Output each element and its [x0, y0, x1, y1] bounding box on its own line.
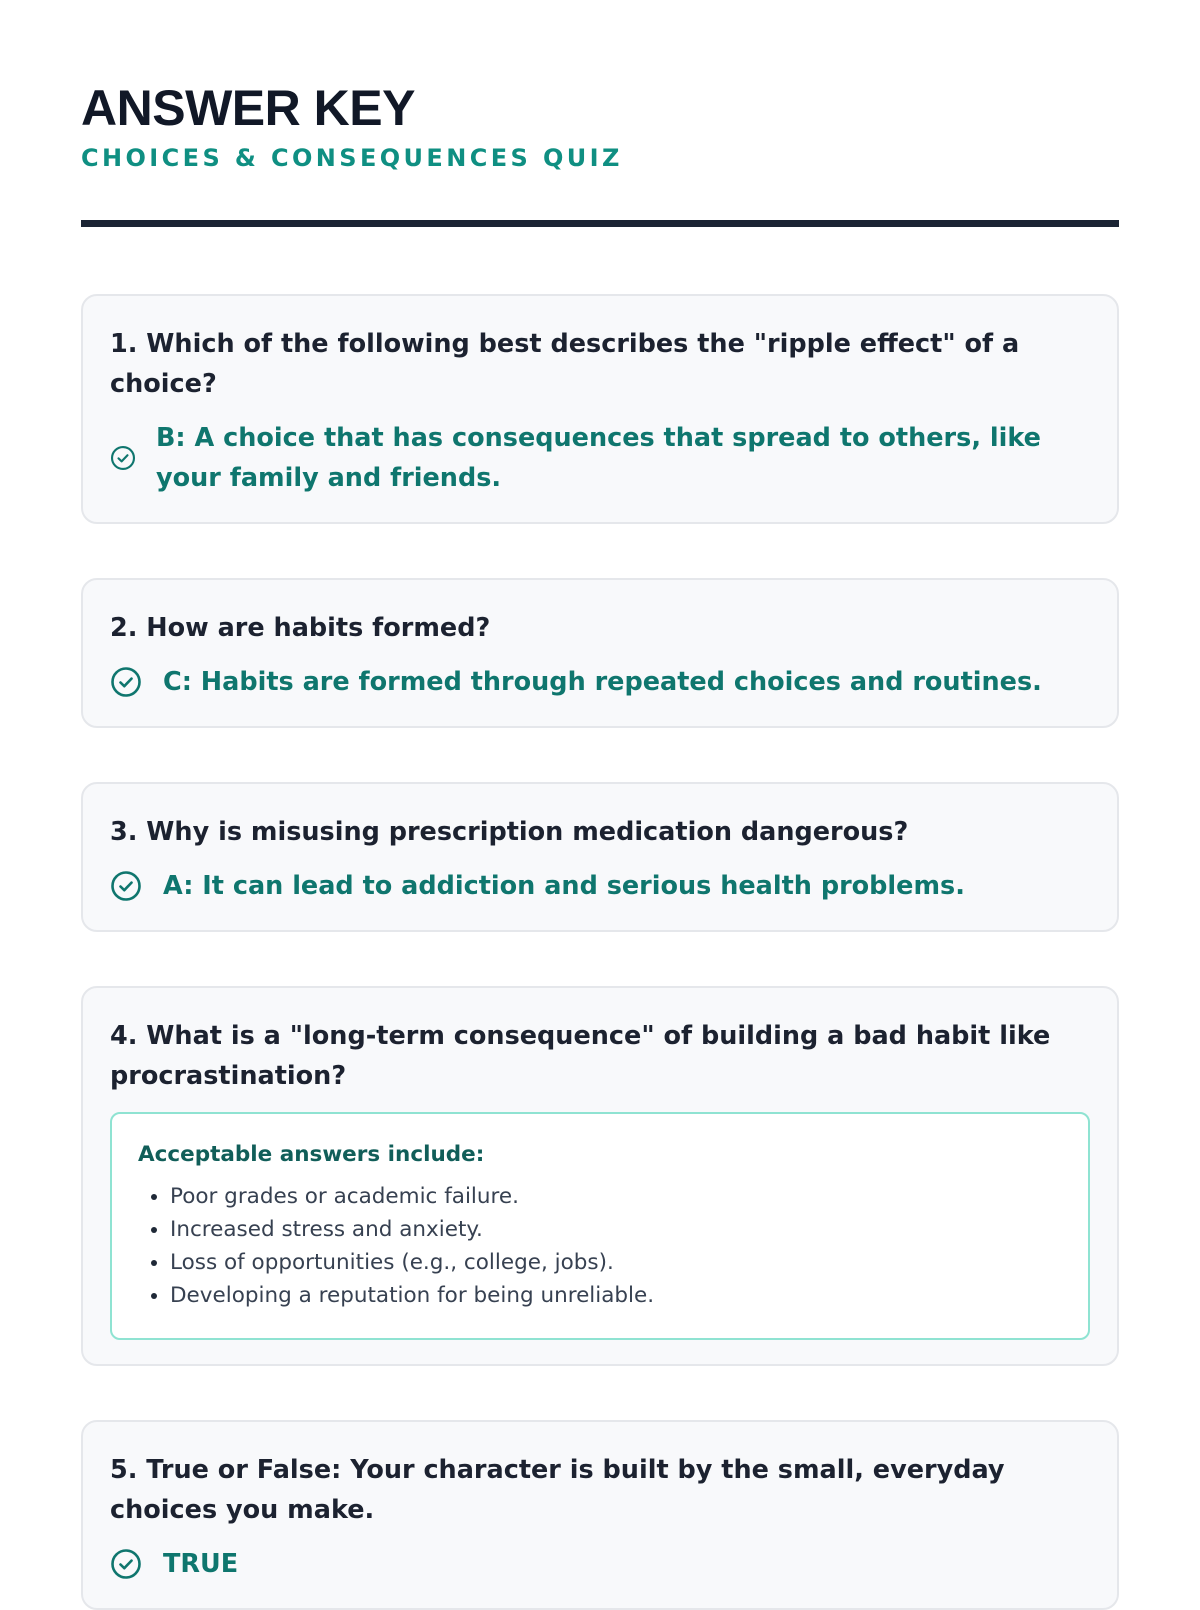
question-text: 1. Which of the following best describes the "ripple effect" of a choice? — [110, 329, 1020, 399]
question-text: 2. How are habits formed? — [110, 613, 491, 643]
check-circle-icon — [110, 1548, 142, 1580]
answer-text: B: A choice that has consequences that spread to others, like your family and friends. — [156, 423, 1041, 493]
question-list — [81, 294, 1119, 1610]
answer-row — [110, 418, 1090, 498]
answer-row — [110, 866, 1090, 906]
answer-text: TRUE — [163, 1549, 239, 1579]
list-item: • Developing a reputation for being unreliable. — [170, 1279, 1062, 1312]
question-text: 4. What is a "long-term consequence" of building a bad habit like procrastination? — [110, 1021, 1051, 1091]
question-card-5 — [81, 1420, 1119, 1610]
question-card-3 — [81, 782, 1119, 932]
answer-row — [110, 1544, 1090, 1584]
question-card-4 — [81, 986, 1119, 1366]
check-circle-icon — [110, 870, 142, 902]
list-item: • Increased stress and anxiety. — [170, 1213, 1062, 1246]
list-item: • Poor grades or academic failure. — [170, 1180, 1062, 1213]
page-title: ANSWER KEY — [81, 80, 415, 136]
list-item: • Loss of opportunities (e.g., college, jobs). — [170, 1246, 1062, 1279]
acceptable-answers-box — [110, 1112, 1090, 1340]
question-text: 5. True or False: Your character is built by the small, everyday choices you make. — [110, 1455, 1005, 1525]
check-circle-icon — [110, 445, 136, 471]
answer-text: C: Habits are formed through repeated choices and routines. — [163, 667, 1042, 697]
acceptable-answers-list — [138, 1180, 1062, 1312]
header-divider — [81, 220, 1119, 227]
answer-row — [110, 662, 1090, 702]
check-circle-icon — [110, 666, 142, 698]
answer-text: A: It can lead to addiction and serious health problems. — [163, 871, 965, 901]
question-card-2 — [81, 578, 1119, 728]
acceptable-answers-heading: Acceptable answers include: — [138, 1142, 485, 1167]
page-subtitle: CHOICES & CONSEQUENCES QUIZ — [81, 144, 623, 172]
question-text: 3. Why is misusing prescription medication dangerous? — [110, 817, 909, 847]
question-card-1 — [81, 294, 1119, 524]
